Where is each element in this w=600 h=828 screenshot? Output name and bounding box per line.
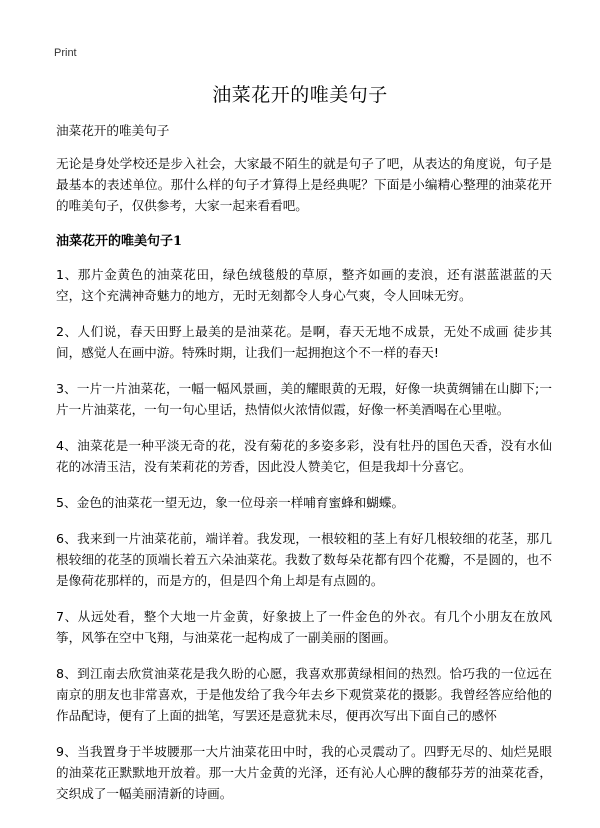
- sentence-paragraph-2: 2、人们说，春天田野上最美的是油菜花。是啊，春天无地不成景，无处不成画 徒步其间，感觉人在画中游。特殊时期，让我们一起拥抱这个不一样的春天!: [56, 324, 552, 360]
- sentence-paragraph-7: 7、从远处看，整个大地一片金黄，好象披上了一件金色的外衣。有几个小朋友在放风筝，风筝在空中飞翔，与油菜花一起构成了一副美丽的图画。: [56, 609, 552, 645]
- sentence-paragraph-3: 3、一片一片油菜花，一幅一幅风景画，美的耀眼黄的无瑕，好像一块黄绸铺在山脚下;一片一片油菜花，一句一句心里话，热情似火浓情似霞，好像一杯美酒喝在心里啦。: [56, 381, 552, 417]
- article-subtitle: 油菜花开的唯美句子: [56, 123, 170, 138]
- sentence-paragraph-4: 4、油菜花是一种平淡无奇的花，没有菊花的多姿多彩，没有牡丹的国色天香，没有水仙花的冰清玉洁，没有茉莉花的芳香，因此没人赞美它，但是我却十分喜它。: [56, 438, 552, 474]
- print-link[interactable]: Print: [54, 47, 77, 59]
- sentence-paragraph-9: 9、当我置身于半坡腰那一大片油菜花田中时，我的心灵震动了。四野无尽的、灿烂晃眼的油菜花正默默地开放着。那一大片金黄的光泽，还有沁人心脾的馥郁芬芳的油菜花香，交织成了一幅美丽清新的诗画。: [56, 744, 552, 801]
- section-heading: 油菜花开的唯美句子1: [56, 234, 183, 249]
- sentence-paragraph-6: 6、我来到一片油菜花前，端详着。我发现，一根较粗的茎上有好几根较细的花茎，那几根较细的花茎的顶端长着五六朵油菜花。我数了数每朵花都有四个花瓣，不是圆的，也不是像荷花那样的，而是方的，但是四个角上却是有点圆的。: [56, 531, 552, 588]
- sentence-paragraph-5: 5、金色的油菜花一望无边，象一位母亲一样哺育蜜蜂和蝴蝶。: [56, 495, 405, 510]
- page-title: 油菜花开的唯美句子: [212, 84, 388, 106]
- sentence-paragraph-8: 8、到江南去欣赏油菜花是我久盼的心愿，我喜欢那黄绿相间的热烈。恰巧我的一位远在南京的朋友也非常喜欢，于是他发给了我今年去乡下观赏菜花的摄影。我曾经答应给他的作品配诗，便有了上面的拙笔，写罢还是意犹未尽，便再次写出下面自己的感怀: [56, 666, 552, 723]
- intro-paragraph: 无论是身处学校还是步入社会，大家最不陌生的就是句子了吧，从表达的角度说，句子是最基本的表述单位。那什么样的句子才算得上是经典呢？下面是小编精心整理的油菜花开的唯美句子，仅供参考，大家一起来看看吧。: [56, 156, 552, 213]
- sentence-paragraph-1: 1、那片金黄色的油菜花田，绿色绒毯般的草原，整齐如画的麦浪，还有湛蓝湛蓝的天空，这个充满神奇魅力的地方，无时无刻都令人身心气爽，令人回味无穷。: [56, 267, 552, 303]
- article-body: [56, 120, 552, 819]
